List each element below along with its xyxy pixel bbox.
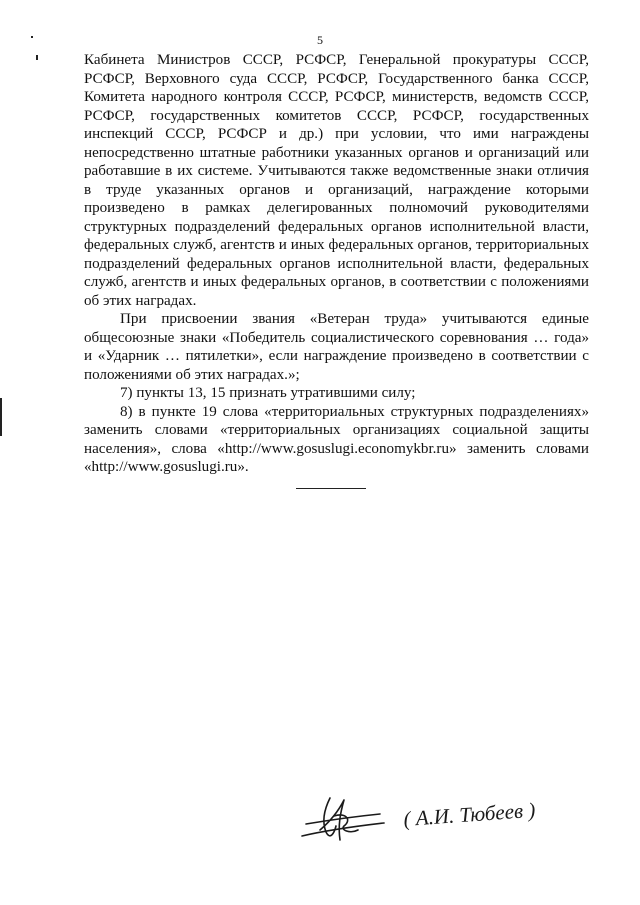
paragraph-continuation: Кабинета Министров СССР, РСФСР, Генеральной прокуратуры СССР, РСФСР, Верховного суда СССР, РСФСР, Государственного банка СССР, Комитета народного контроля СССР, РСФСР, министерств, ведомств СССР, РСФСР, государственных комитетов СССР, РСФСР, государственных инспекций СССР, РСФСР и др.) при условии, что ими награждены непосредственно штатные работники указанных органов и организаций или работавшие в их системе. Учитываются также ведомственные знаки отличия в труде указанных органов и организаций, награждение которыми произведено в рамках делегированных полномочий руководителями структурных подразделений федеральных органов исполнительной власти, федеральных служб, агентств и иных федеральных органов, территориальных подразделений федеральных органов исполнительной власти, федеральных служб, агентств и иных федеральных органов, в соответствии с положениями об этих наградах.: [84, 52, 589, 309]
separator-line: [296, 488, 366, 489]
list-item-8: 8) в пункте 19 слова «территориальных структурных подразделениях» заменить словами «территориальных организациях социальной защиты населения», слова «http://www.gosuslugi.economykbr.ru» заменить словами «http://www.gosuslugi.ru».: [84, 403, 589, 475]
signature-handwriting: ( А.И. Тюбеев ): [402, 797, 537, 831]
handwritten-signature: [300, 790, 560, 860]
page-number: 5: [317, 33, 323, 47]
signature-block: [300, 790, 560, 860]
scan-mark: [0, 398, 2, 436]
scan-mark: [36, 55, 38, 60]
list-item-7: 7) пункты 13, 15 признать утратившими силу;: [120, 385, 416, 401]
paragraph-veteran-title: При присвоении звания «Ветеран труда» учитываются единые общесоюзные знаки «Победитель социалистического соревнования … года» и «Ударник … пятилетки», если награждение произведено в соответствии с положениями об этих наградах.»;: [84, 311, 589, 383]
scan-mark: [31, 36, 33, 38]
document-body: [84, 51, 589, 477]
